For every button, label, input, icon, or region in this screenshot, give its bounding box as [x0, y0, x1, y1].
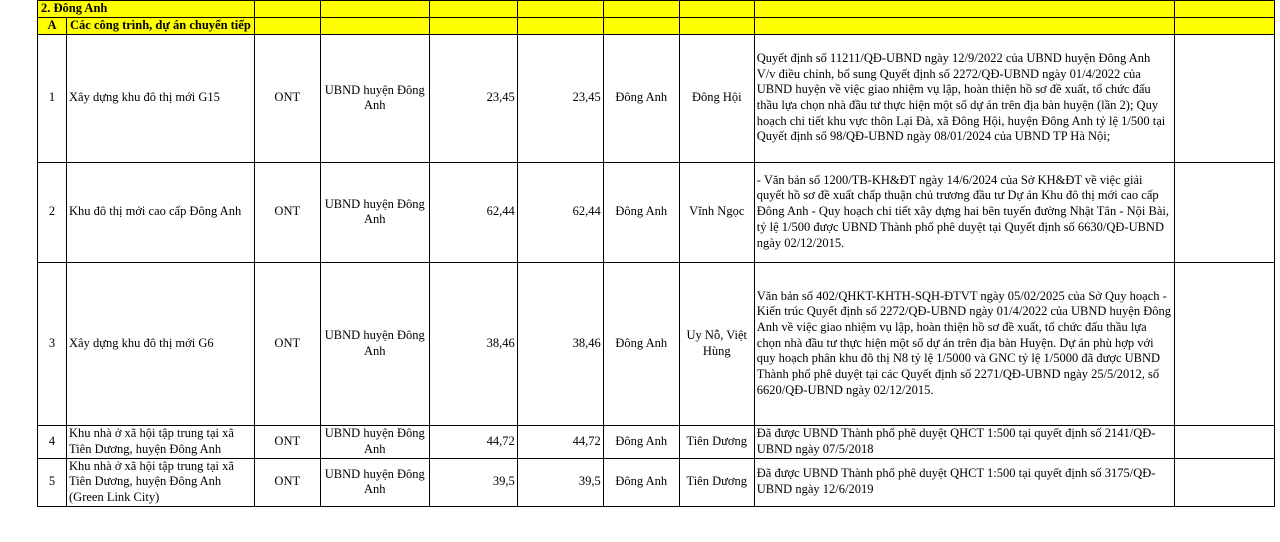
table-row	[38, 162, 1275, 262]
investor: UBND huyện Đông Anh	[320, 458, 429, 506]
subsection-header-row	[38, 18, 1275, 35]
legal-basis: Quyết định số 11211/QĐ-UBND ngày 12/9/2022 của UBND huyện Đông Anh V/v điều chỉnh, bổ sung Quyết định số 2272/QĐ-UBND ngày 01/4/2022 của UBND huyện về việc giao nhiệm vụ lập, hoàn thiện hồ sơ đề xuất, tổ chức đấu thầu lựa chọn nhà đầu tư thực hiện một số dự án trên địa bàn huyện (lần 2); Quy hoạch chi tiết khu vực thôn Lại Đà, xã Đông Hội, huyện Đông Anh tỷ lệ 1/500 tại Quyết định số 98/QĐ-UBND ngày 08/01/2024 của UBND TP Hà Nội;	[754, 34, 1174, 162]
commune: Uy Nỗ, Việt Hùng	[679, 262, 754, 425]
legal-basis: Đã được UBND Thành phố phê duyệt QHCT 1:500 tại quyết định số 2141/QĐ-UBND ngày 07/5/2018	[754, 425, 1174, 458]
area-total: 62,44	[429, 162, 517, 262]
subsection-code: A	[38, 18, 67, 35]
area-plan: 38,46	[517, 262, 603, 425]
project-name: Khu nhà ở xã hội tập trung tại xã Tiên Dương, huyện Đông Anh (Green Link City)	[67, 458, 255, 506]
legal-basis: Văn bản số 402/QHKT-KHTH-SQH-ĐTVT ngày 05/02/2025 của Sở Quy hoạch - Kiến trúc Quyết định số 2272/QĐ-UBND ngày 01/4/2022 của UBND huyện Đông Anh về việc giao nhiệm vụ lập, hoàn thiện hồ sơ đề xuất, tổ chức đấu thầu lựa chọn nhà đầu tư thực hiện một số dự án trên địa bàn Huyện. Dự án phù hợp với quy hoạch phân khu đô thị N8 tỷ lệ 1/5000 và GNC tỷ lệ 1/5000 đã được UBND Thành phố phê duyệt tại các Quyết định số 2271/QĐ-UBND ngày 25/5/2012, số 6620/QĐ-UBND ngày 02/12/2015.	[754, 262, 1174, 425]
section-title: 2. Đông Anh	[38, 1, 255, 18]
project-name: Xây dựng khu đô thị mới G6	[67, 262, 255, 425]
legal-basis: - Văn bản số 1200/TB-KH&ĐT ngày 14/6/2024 của Sở KH&ĐT về việc giải quyết hồ sơ đề xuất chấp thuận chủ trương đầu tư Dự án Khu đô thị mới cao cấp Đông Anh - Quy hoạch chi tiết xây dựng hai bên tuyến đường Nhật Tân - Nội Bài, tỷ lệ 1/500 được UBND Thành phố phê duyệt tại Quyết định số 6630/QĐ-UBND ngày 02/12/2015.	[754, 162, 1174, 262]
legal-basis: Đã được UBND Thành phố phê duyệt QHCT 1:500 tại quyết định số 3175/QĐ-UBND ngày 12/6/2019	[754, 458, 1174, 506]
area-plan: 44,72	[517, 425, 603, 458]
area-plan: 39,5	[517, 458, 603, 506]
project-name: Khu nhà ở xã hội tập trung tại xã Tiên Dương, huyện Đông Anh	[67, 425, 255, 458]
district: Đông Anh	[603, 458, 679, 506]
subsection-title: Các công trình, dự án chuyển tiếp	[67, 18, 255, 35]
land-type: ONT	[254, 262, 320, 425]
commune: Tiên Dương	[679, 458, 754, 506]
project-name: Khu đô thị mới cao cấp Đông Anh	[67, 162, 255, 262]
area-total: 39,5	[429, 458, 517, 506]
area-total: 23,45	[429, 34, 517, 162]
commune: Vĩnh Ngọc	[679, 162, 754, 262]
land-type: ONT	[254, 425, 320, 458]
area-plan: 62,44	[517, 162, 603, 262]
row-number: 4	[38, 425, 67, 458]
row-number: 2	[38, 162, 67, 262]
land-type: ONT	[254, 162, 320, 262]
investor: UBND huyện Đông Anh	[320, 162, 429, 262]
commune: Đông Hội	[679, 34, 754, 162]
land-type: ONT	[254, 458, 320, 506]
district: Đông Anh	[603, 162, 679, 262]
project-name: Xây dựng khu đô thị mới G15	[67, 34, 255, 162]
district: Đông Anh	[603, 425, 679, 458]
area-plan: 23,45	[517, 34, 603, 162]
investor: UBND huyện Đông Anh	[320, 34, 429, 162]
area-total: 44,72	[429, 425, 517, 458]
row-number: 5	[38, 458, 67, 506]
section-header-row	[38, 1, 1275, 18]
table-row	[38, 262, 1275, 425]
commune: Tiên Dương	[679, 425, 754, 458]
row-number: 1	[38, 34, 67, 162]
table-row	[38, 425, 1275, 458]
area-total: 38,46	[429, 262, 517, 425]
investor: UBND huyện Đông Anh	[320, 425, 429, 458]
table-row	[38, 458, 1275, 506]
land-use-table	[37, 0, 1275, 507]
investor: UBND huyện Đông Anh	[320, 262, 429, 425]
table-row	[38, 34, 1275, 162]
district: Đông Anh	[603, 34, 679, 162]
district: Đông Anh	[603, 262, 679, 425]
land-type: ONT	[254, 34, 320, 162]
row-number: 3	[38, 262, 67, 425]
